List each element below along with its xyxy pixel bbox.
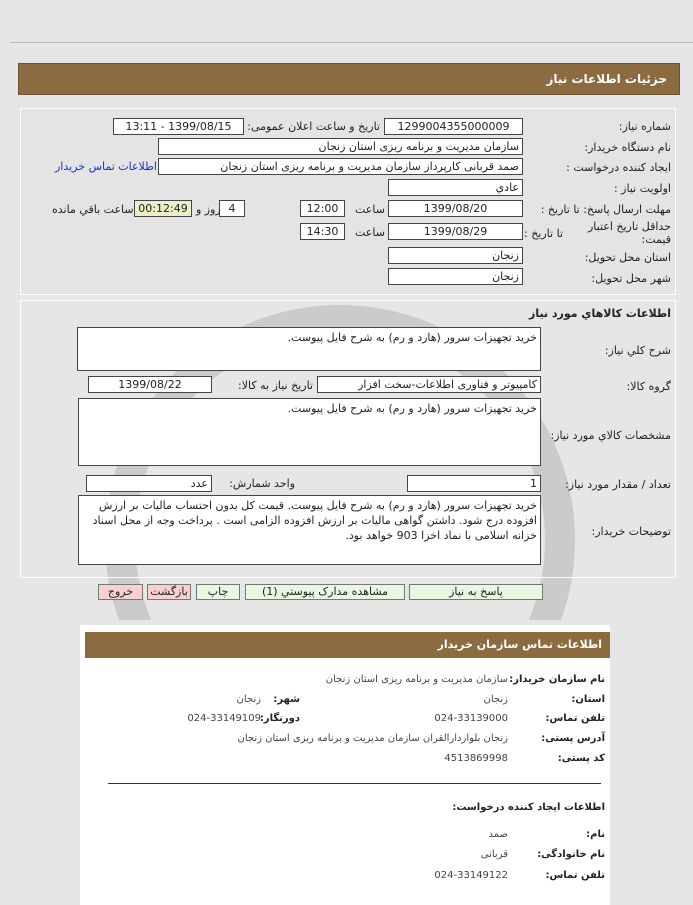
back-button[interactable]: بازگشت [147, 584, 191, 600]
validity-time-field: 14:30 [300, 223, 345, 240]
need-number-label: شماره نیاز: [618, 120, 671, 133]
creator-info-title: اطلاعات ایجاد کننده درخواست: [452, 802, 605, 813]
buyer-contact-link[interactable]: اطلاعات تماس خریدار [55, 160, 157, 173]
phone-value: 024-33139000 [434, 713, 508, 724]
need-date-field: 1399/08/22 [88, 376, 212, 393]
announce-field: 1399/08/15 - 13:11 [113, 118, 244, 135]
notes-label: توضیحات خریدار: [591, 525, 671, 538]
postal-label: کد پستی: [557, 753, 605, 764]
remaining-time-field: 00:12:49 [134, 200, 192, 217]
name-value: صمد [488, 829, 508, 840]
address-label: آدرس پستی: [541, 733, 605, 744]
remaining-label: ساعت باقي مانده [52, 203, 134, 216]
need-details-panel [20, 108, 676, 295]
goods-title: اطلاعات کالاهاي مورد نیاز [529, 307, 671, 320]
top-divider [10, 42, 693, 43]
validity-time-label: ساعت [355, 226, 385, 239]
family-value: قربانی [480, 849, 508, 860]
province-label-2: استان: [571, 694, 605, 705]
deadline-date-field: 1399/08/20 [388, 200, 523, 217]
org-value: سازمان مدیریت و برنامه ریزی استان زنجان [325, 674, 508, 685]
unit-label: واحد شمارش: [229, 477, 295, 490]
fax-label: دورنگار: [259, 713, 300, 724]
priority-field: عادي [388, 179, 523, 196]
validity-label: حداقل تاریخ اعتبار قیمت: [587, 220, 671, 246]
print-button[interactable]: چاپ [196, 584, 240, 600]
address-value: زنجان بلواردارالقران سازمان مدیریت و برنامه ریزی استان زنجان [237, 733, 508, 744]
priority-label: اولویت نیاز : [613, 182, 671, 195]
name-label: نام: [586, 829, 605, 840]
contact-card [80, 625, 610, 905]
fax-value: 024-33149109 [187, 713, 261, 724]
need-date-label: تاریخ نیاز به کالا: [238, 379, 313, 392]
need-number-field: 1299004355000009 [384, 118, 523, 135]
deadline-label: مهلت ارسال پاسخ: تا تاریخ : [540, 203, 671, 216]
spec-textarea[interactable]: خرید تجهیزات سرور (هارد و رم) به شرح فایل پیوست. [78, 398, 541, 466]
contact-divider [108, 783, 601, 784]
city-field: زنجان [388, 268, 523, 285]
exit-button[interactable]: خروج [98, 584, 143, 600]
notes-textarea[interactable]: خرید تجهیزات سرور (هارد و رم) به شرح فایل پیوست. قیمت کل بدون احتساب مالیات بر ارزش افزوده درج شود. داشتن گواهی مالیات بر ارزش افزوده الزامی است . پرداخت وجه از محل اسناد خزانه اسلامی با نماد اخزا 903 خواهد بود. [78, 495, 541, 565]
buyer-org-field: سازمان مدیریت و برنامه ریزی استان زنجان [158, 138, 523, 155]
reply-button[interactable]: پاسخ به نیاز [409, 584, 543, 600]
contact-title: اطلاعات تماس سازمان خریدار [85, 632, 610, 658]
spec-label: مشخصات کالاي مورد نیاز: [550, 429, 671, 442]
validity-to-label: تا تاریخ : [524, 227, 563, 240]
qty-field: 1 [407, 475, 541, 492]
page-title: جزئیات اطلاعات نیاز [18, 63, 680, 95]
buyer-org-label: نام دستگاه خریدار: [584, 141, 671, 154]
creator-label: ایجاد کننده درخواست : [566, 161, 671, 174]
days-label: روز و [196, 203, 221, 216]
city-value: زنجان [236, 694, 261, 705]
group-field: کامپیوتر و فناوری اطلاعات-سخت افزار [317, 376, 541, 393]
province-field: زنجان [388, 247, 523, 264]
city-label: شهر محل تحویل: [591, 272, 671, 285]
org-label: نام سازمان خریدار: [509, 674, 605, 685]
announce-label: تاریخ و ساعت اعلان عمومی: [247, 120, 380, 133]
deadline-time-label: ساعت [355, 203, 385, 216]
days-field: 4 [219, 200, 245, 217]
summary-label: شرح کلي نیاز: [604, 344, 671, 357]
province-label: استان محل تحویل: [584, 251, 671, 264]
city-label-2: شهر: [273, 694, 300, 705]
family-label: نام خانوادگی: [537, 849, 605, 860]
validity-date-field: 1399/08/29 [388, 223, 523, 240]
group-label: گروه کالا: [626, 380, 671, 393]
creator-phone-label: تلفن تماس: [545, 870, 605, 881]
creator-phone-value: 024-33149122 [434, 870, 508, 881]
postal-value: 4513869998 [444, 753, 508, 764]
summary-textarea[interactable]: خرید تجهیزات سرور (هارد و رم) به شرح فایل پیوست. [77, 327, 541, 371]
province-value: زنجان [483, 694, 508, 705]
creator-field: صمد قربانی کارپرداز سازمان مدیریت و برنامه ریزی استان زنجان [158, 158, 523, 175]
phone-label: تلفن تماس: [545, 713, 605, 724]
unit-field: عدد [86, 475, 212, 492]
deadline-time-field: 12:00 [300, 200, 345, 217]
attachments-button[interactable]: مشاهده مدارک پیوستي (1) [245, 584, 405, 600]
qty-label: تعداد / مقدار مورد نیاز: [565, 478, 671, 491]
